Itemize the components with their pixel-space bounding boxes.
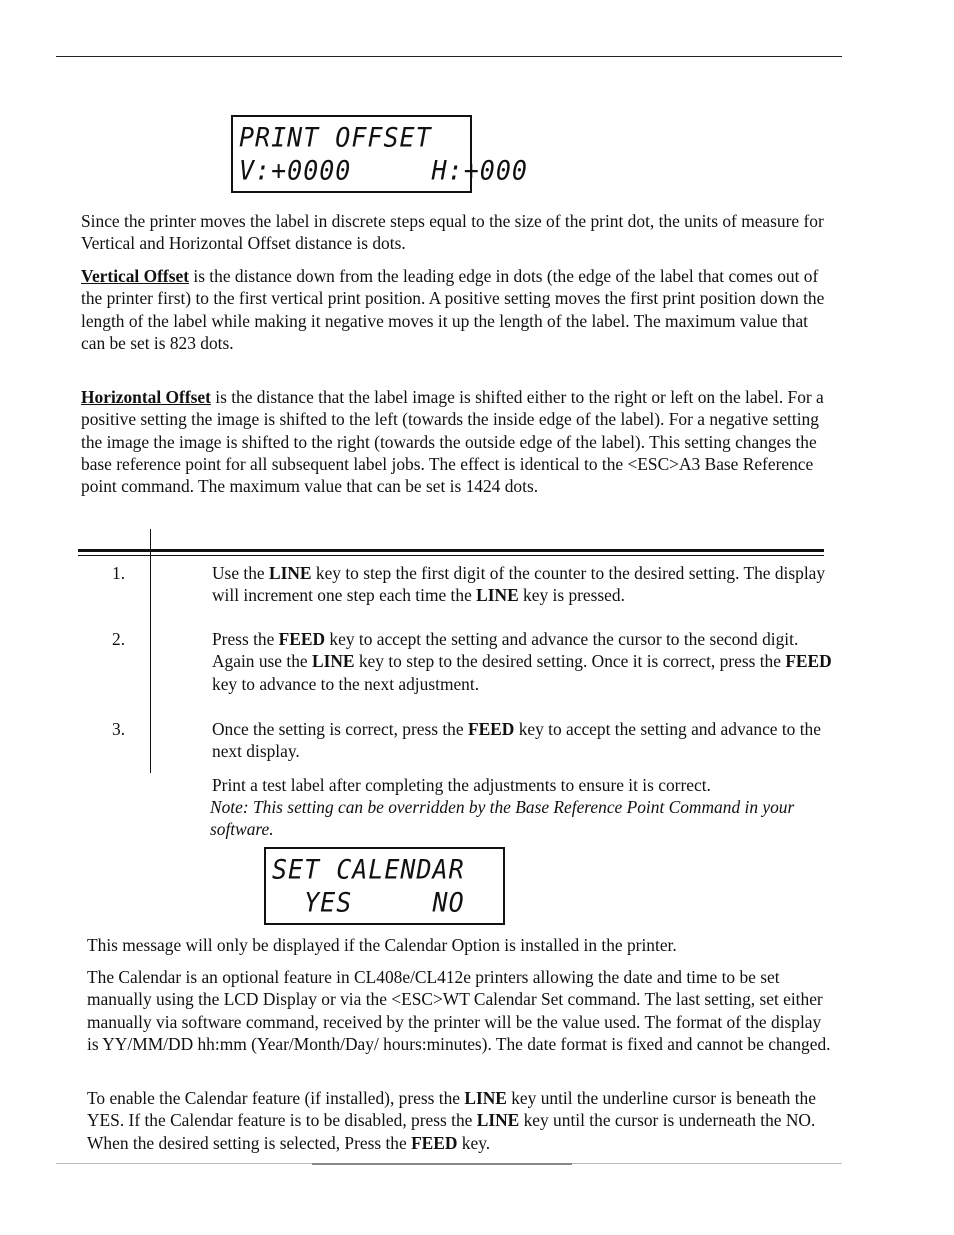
lcd-line-2: YES NO xyxy=(272,887,465,918)
vertical-offset-text: is the distance down from the leading edge in dots (the edge of the label that comes out of the printer first) to the first vertical print position. A positive setting moves the first print position down the length of the label while making it negative moves it up the length of the label. The maximum value that can be set is 823 dots. xyxy=(81,266,825,353)
calendar-paragraph-3: To enable the Calendar feature (if installed), press the LINE key until the underline cursor is beneath the YES. If the Calendar feature is to be disabled, press the LINE key until the cursor is underneath the NO. When the desired setting is selected, Press the FEED key. xyxy=(87,1088,816,1153)
horizontal-offset-term: Horizontal Offset xyxy=(81,387,211,407)
lcd-line-1: PRINT OFFSET xyxy=(239,122,432,153)
after-steps-text: Print a test label after completing the adjustments to ensure it is correct. xyxy=(212,775,711,795)
horizontal-offset-text: is the distance that the label image is shifted either to the right or left on the label. For a positive setting the image is shifted to the left (towards the inside edge of the label). For a negative setting the image the image is shifted to the right (towards the outside edge of the label). This setting changes the base reference point for all subsequent label jobs. The effect is identical to the <ESC>A3 Base Reference point command. The maximum value that can be set is 1424 dots. xyxy=(81,387,824,497)
intro-paragraph: Since the printer moves the label in discrete steps equal to the size of the print dot, the units of measure for Vertical and Horizontal Offset distance is dots. xyxy=(81,211,824,254)
lcd-line-1: SET CALENDAR xyxy=(272,854,465,885)
vertical-offset-paragraph xyxy=(81,265,826,354)
lcd-line-2: V:+0000 H:+000 xyxy=(239,155,528,186)
calendar-paragraph-1: This message will only be displayed if the Calendar Option is installed in the printer. xyxy=(87,935,677,955)
horizontal-offset-paragraph xyxy=(81,386,826,497)
lcd-set-calendar-display xyxy=(264,847,505,925)
step-number: 2. xyxy=(112,629,126,649)
note-text: Note: This setting can be overridden by the Base Reference Point Command in your software. xyxy=(210,797,795,840)
step-table-rule-thin xyxy=(78,555,824,556)
step-number: 3. xyxy=(112,719,126,739)
vertical-offset-term: Vertical Offset xyxy=(81,266,190,286)
lcd-print-offset-display xyxy=(231,115,528,193)
step-text: Use the LINE key to step the first digit of the counter to the desired setting. The display will increment one step each time the LINE key is pressed. xyxy=(212,563,826,606)
step-table-rule xyxy=(78,549,824,552)
header-rule xyxy=(56,56,842,57)
step-number: 1. xyxy=(112,563,126,583)
step-text: Press the FEED key to accept the setting and advance the cursor to the second digit. Again use the LINE key to step to the desired setting. Once it is correct, press the FEED key to advance to the next adjustment. xyxy=(212,629,832,694)
step-text: Once the setting is correct, press the FEED key to accept the setting and advance to the next display. xyxy=(212,719,821,762)
footer-rule-accent xyxy=(312,1163,572,1165)
step-table-divider xyxy=(150,529,151,773)
calendar-paragraph-2: The Calendar is an optional feature in CL408e/CL412e printers allowing the date and time to be set manually using the LCD Display or via the <ESC>WT Calendar Set command. The last setting, set either manually via software command, received by the printer will be the value used. The format of the display is YY/MM/DD hh:mm (Year/Month/Day/ hours:minutes). The date format is fixed and cannot be changed. xyxy=(87,967,831,1054)
